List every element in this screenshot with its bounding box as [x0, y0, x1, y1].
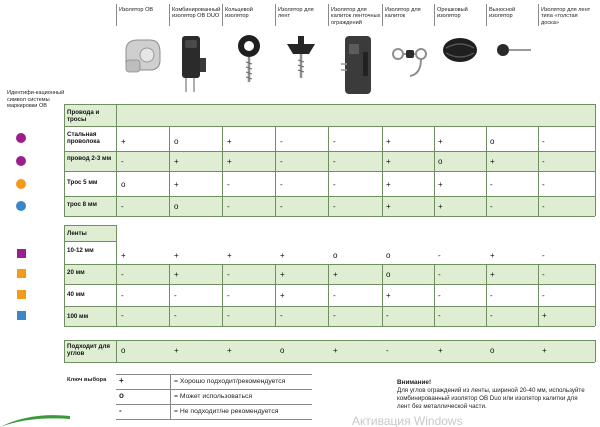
- section-label-tapes: Ленты: [67, 230, 87, 237]
- cell-value: -: [490, 291, 493, 300]
- cell-value: -: [490, 202, 493, 211]
- cell-value: -: [333, 157, 336, 166]
- cell-value: +: [542, 346, 547, 355]
- cell-value: o: [174, 137, 179, 146]
- cell-value: -: [121, 270, 124, 279]
- cell-value: o: [333, 251, 338, 260]
- decorative-swoosh: [0, 410, 70, 427]
- legend-symbol: +: [119, 376, 124, 385]
- cell-value: -: [542, 270, 545, 279]
- cell-value: +: [386, 180, 391, 189]
- cell-value: -: [542, 251, 545, 260]
- egg-insulator-image: [437, 30, 483, 105]
- id-symbol-caption: Идентифи-кационный символ системы маркировки OB: [7, 90, 65, 110]
- cell-value: +: [542, 311, 547, 320]
- row-label: 100 мм: [67, 313, 89, 320]
- table-row-bg: [64, 151, 595, 171]
- cell-value: +: [121, 137, 126, 146]
- row-label: 20 мм: [67, 269, 85, 276]
- cell-value: +: [333, 346, 338, 355]
- column-header: Изолятор для лент типа «толстая доска»: [541, 7, 591, 26]
- table-row-bg: [64, 306, 595, 326]
- cell-value: +: [280, 291, 285, 300]
- cell-value: +: [121, 251, 126, 260]
- legend-title: Ключ выбора: [67, 377, 107, 383]
- cell-value: +: [490, 270, 495, 279]
- column-header: Изолятор для лент: [278, 7, 314, 20]
- cell-value: +: [438, 346, 443, 355]
- cell-value: +: [174, 157, 179, 166]
- legend-text: = Может использоваться: [174, 393, 253, 400]
- cell-value: +: [386, 291, 391, 300]
- ob-duo-insulator-image: [172, 30, 217, 105]
- section-wires-row: [64, 104, 595, 126]
- table-row-bg: [64, 340, 595, 362]
- cell-value: +: [227, 251, 232, 260]
- ob-insulator-image: [120, 30, 165, 105]
- row-label: Подходит для углов: [67, 343, 111, 357]
- cell-value: -: [386, 346, 389, 355]
- cell-value: -: [174, 311, 177, 320]
- cell-value: -: [333, 180, 336, 189]
- column-separator: [486, 4, 487, 26]
- cell-value: -: [542, 202, 545, 211]
- cell-value: -: [121, 291, 124, 300]
- section-label-wires: Провода и тросы: [67, 109, 100, 123]
- cell-value: +: [227, 137, 232, 146]
- row-label: трос 8 мм: [67, 201, 97, 208]
- row-label: 10-12 мм: [67, 247, 94, 254]
- cell-value: +: [280, 270, 285, 279]
- cell-value: -: [333, 291, 336, 300]
- cell-value: -: [227, 202, 230, 211]
- cell-value: +: [490, 157, 495, 166]
- cell-value: -: [227, 270, 230, 279]
- cell-value: o: [438, 157, 443, 166]
- cell-value: -: [386, 311, 389, 320]
- cell-value: o: [386, 251, 391, 260]
- offset-insulator-image: [489, 30, 535, 105]
- cell-value: -: [542, 291, 545, 300]
- cell-value: -: [438, 270, 441, 279]
- cell-value: o: [490, 137, 495, 146]
- cell-value: -: [280, 311, 283, 320]
- cell-value: -: [438, 291, 441, 300]
- column-separator: [275, 4, 276, 26]
- cell-value: -: [280, 180, 283, 189]
- cell-value: -: [121, 311, 124, 320]
- cell-value: -: [438, 311, 441, 320]
- orange-square-symbol: [17, 269, 26, 278]
- cell-value: +: [280, 251, 285, 260]
- cell-value: +: [333, 270, 338, 279]
- cell-value: o: [121, 180, 126, 189]
- cell-value: -: [438, 251, 441, 260]
- cell-value: -: [280, 157, 283, 166]
- cell-value: o: [174, 202, 179, 211]
- cell-value: -: [333, 202, 336, 211]
- note-text: Для углов ограждений из ленты, шириной 20-40 мм, используйте комбинированный изолятор OB Duo или изолятор калитки для лент без металлической части.: [397, 387, 585, 410]
- column-separator: [382, 4, 383, 26]
- tape-gate-insulator-image: [333, 30, 381, 105]
- column-header: Изолятор OB: [119, 7, 154, 13]
- legend-symbol: o: [119, 391, 124, 400]
- cell-value: o: [490, 346, 495, 355]
- cell-value: +: [438, 202, 443, 211]
- column-separator: [116, 4, 117, 26]
- cell-value: +: [227, 346, 232, 355]
- cell-value: -: [333, 311, 336, 320]
- cell-value: +: [174, 346, 179, 355]
- cell-value: +: [227, 157, 232, 166]
- legend-symbol: -: [119, 406, 122, 415]
- table-row-bg: [64, 264, 595, 284]
- cell-value: -: [542, 137, 545, 146]
- gate-insulator-image: [386, 30, 432, 105]
- column-header: Кольцевой изолятор: [225, 7, 253, 20]
- table-row-bg: [64, 196, 595, 216]
- column-separator: [538, 4, 539, 26]
- cell-value: -: [490, 180, 493, 189]
- blue-square-symbol: [17, 311, 26, 320]
- cell-value: -: [542, 180, 545, 189]
- column-header: Изолятор для калиток: [385, 7, 421, 20]
- row-label: Стальная проволока: [67, 131, 100, 145]
- ring-insulator-image: [227, 30, 272, 105]
- purple-square-symbol: [17, 249, 26, 258]
- cell-value: -: [227, 311, 230, 320]
- column-separator: [434, 4, 435, 26]
- cell-value: +: [386, 157, 391, 166]
- note-title: Внимание!: [397, 379, 432, 386]
- column-header: Орешковый изолятор: [437, 7, 468, 20]
- purple-circle-symbol: [16, 156, 26, 166]
- cell-value: +: [438, 180, 443, 189]
- cell-value: +: [386, 137, 391, 146]
- row-label: провод 2-3 мм: [67, 155, 112, 162]
- windows-activation-watermark: Активация Windows: [352, 414, 463, 427]
- cell-value: +: [174, 180, 179, 189]
- cell-value: +: [490, 251, 495, 260]
- column-separator: [328, 4, 329, 26]
- cell-value: -: [542, 157, 545, 166]
- column-header: Изолятор для калиток ленточных ограждений: [331, 7, 381, 26]
- column-separator: [222, 4, 223, 26]
- cell-value: o: [280, 346, 285, 355]
- legend-text: = Не подходит/не рекомендуется: [174, 408, 279, 415]
- cell-value: -: [227, 180, 230, 189]
- cell-value: o: [121, 346, 126, 355]
- cell-value: o: [386, 270, 391, 279]
- cell-value: -: [174, 291, 177, 300]
- cell-value: -: [490, 311, 493, 320]
- cell-value: +: [174, 270, 179, 279]
- legend-text: = Хорошо подходит/рекомендуется: [174, 378, 286, 385]
- cell-value: -: [280, 137, 283, 146]
- purple-circle-symbol: [16, 133, 26, 143]
- cell-value: +: [386, 202, 391, 211]
- orange-square-symbol: [17, 290, 26, 299]
- cell-value: -: [333, 137, 336, 146]
- cell-value: -: [121, 202, 124, 211]
- cell-value: +: [438, 137, 443, 146]
- tape-insulator-image: [279, 30, 324, 105]
- column-separator: [169, 4, 170, 26]
- blue-circle-symbol: [16, 201, 26, 211]
- cell-value: -: [280, 202, 283, 211]
- orange-circle-symbol: [16, 179, 26, 189]
- cell-value: +: [174, 251, 179, 260]
- cell-value: -: [227, 291, 230, 300]
- column-header: Комбинированный изолятор OB DUO: [172, 7, 221, 20]
- row-label: Трос 5 мм: [67, 179, 98, 186]
- cell-value: -: [121, 157, 124, 166]
- column-header: Выносной изолятор: [489, 7, 516, 20]
- row-label: 40 мм: [67, 291, 85, 298]
